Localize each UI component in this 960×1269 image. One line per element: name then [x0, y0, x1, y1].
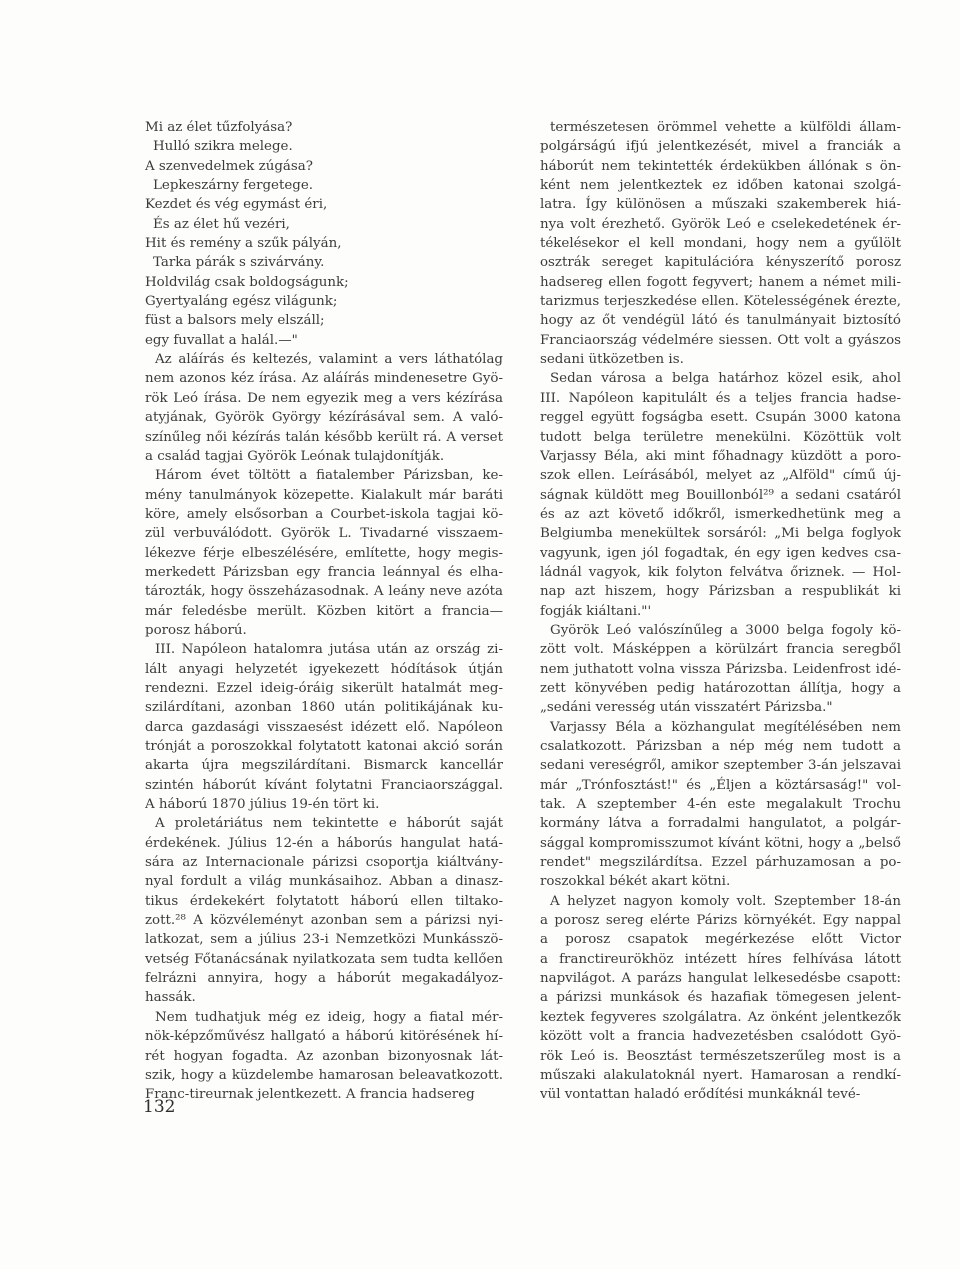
text-line: nem juthatott volna vissza Párizsba. Leidenfrost idé-	[540, 661, 901, 677]
text-line: hogy az őt vendégül látó és tanulmányait biztosító	[540, 313, 901, 329]
text-line: Az aláírás és keltezés, valamint a vers láthatólag	[155, 352, 503, 368]
text-line: vül vontattan haladó erődítési munkáknál tevé-	[540, 1087, 861, 1103]
text-line: szik, hogy a küzdelembe hamarosan beleavatkozott.	[145, 1067, 503, 1083]
text-line: nök-képzőművész hallgató a háború kitörésének hí-	[145, 1029, 503, 1045]
text-line: Franciaország védelmére siessen. Ott volt a gyászos	[540, 332, 901, 348]
text-line: merkedett Párizsban egy francia leánnyal és elha-	[145, 564, 503, 580]
text-line: vetség Főtanácsának nyilatkozata sem tudta kellően	[145, 951, 503, 967]
poem-line: Tarka párák s szivárvány.	[153, 255, 325, 271]
text-line: trónját a poroszokkal folytatott katonai akció során	[145, 739, 503, 754]
text-line: Belgiumba menekültek sorsáról: „Mi belga foglyok	[540, 526, 901, 542]
text-line: III. Napóleon hatalomra jutása után az ország zi-	[155, 642, 503, 658]
text-line: tikus érdekekért folytatott háború ellen tiltako-	[145, 893, 503, 909]
text-line: a család tagjai Györök Leónak tulajdonítják.	[145, 448, 445, 464]
text-line: „sedáni veresség után visszatért Párizsba."	[540, 700, 833, 716]
text-line: nap azt hiszem, hogy Párizsban a respublikát ki	[540, 584, 901, 600]
text-line: lált anyagi helyzetét igyekezett hódítások útján	[145, 661, 503, 677]
text-line: mény tanulmányok közepette. Kialakult már baráti	[145, 487, 503, 503]
text-line: sára az Internacionale párizsi csoportja kiáltvány-	[145, 855, 503, 871]
text-line: Varjassy Béla a közhangulat megítélésében nem	[550, 719, 901, 735]
text-line: háborút nem tekintették érdekükben állónak s ön-	[540, 158, 901, 174]
text-line: már „Trónfosztást!" és „Éljen a köztársaság!" vol-	[540, 777, 901, 793]
text-line: akarta újra megszilárdítani. Bismarck kancellár	[145, 758, 503, 774]
text-line: napvilágot. A parázs hangulat lelkesedésbe csapott:	[540, 971, 901, 987]
text-line: atyjának, Györök György kézírásával sem. A való-	[145, 410, 503, 426]
poem-line: A szenvedelmek zúgása?	[145, 158, 313, 174]
text-line: zött volt. Másképpen a körülzárt francia seregből	[540, 642, 901, 658]
text-line: már feledésbe merült. Közben kitört a francia—	[145, 603, 503, 619]
text-line: zott.²⁸ A közvéleményt azonban sem a párizsi nyi-	[145, 913, 503, 929]
poem-line: Kezdet és vég egymást éri,	[145, 197, 328, 213]
text-line: polgárságú ifjú jelentkezését, mivel a franciák a	[540, 139, 901, 155]
text-line: roszokkal békét akart kötni.	[540, 874, 731, 890]
text-line: rök Leó is. Beosztást természetszerűleg most is a	[540, 1048, 901, 1064]
text-line: zül verbuválódott. Györök L. Tivadarné visszaem-	[145, 526, 503, 542]
poem-line: Gyertyaláng egész világunk;	[145, 294, 338, 310]
text-line: reggel együtt fogságba esett. Csupán 3000 katona	[540, 410, 901, 426]
text-line: köre, amely elsősorban a Courbet-iskola tagjai kö-	[145, 506, 503, 522]
text-line: sedani vereségről, amikor szeptember 3-án jelszavai	[540, 758, 901, 774]
text-line: rét hogyan fogadta. Az azonban bizonyosnak lát-	[145, 1048, 503, 1064]
text-line: rendezni. Ezzel ideig-óráig sikerült hatalmát meg-	[145, 680, 503, 696]
poem-line: Hulló szikra melege.	[153, 139, 293, 155]
text-line: Sedan városa a belga határhoz közel esik, ahol	[550, 371, 901, 387]
poem-line: Holdvilág csak boldogságunk;	[145, 274, 349, 290]
text-line: keztek fegyveres szolgálatra. Az önként jelentkezők	[540, 1009, 901, 1025]
text-line: fogják kiáltani."'	[540, 603, 652, 619]
paragraph	[540, 718, 901, 892]
text-line: ként nem jelentkeztek ez időben katonai szolgá-	[540, 178, 901, 194]
text-line: a párizsi munkások és hazafiak tömegesen jelent-	[540, 990, 901, 1006]
text-line: hassák.	[145, 990, 196, 1006]
paragraph	[145, 1008, 503, 1105]
text-line: szintén háborút kívánt folytatni Franciaországgal.	[145, 777, 503, 793]
text-line: ságnak küldött meg Bouillonból²⁹ a sedani csatáról	[540, 487, 901, 503]
left-body-text	[145, 350, 503, 1104]
text-line: a porosz sereg elérte Párizs környékét. Egy nappal	[540, 913, 901, 929]
text-line: rendet" megszilárdítsa. Ezzel párhuzamosan a po-	[540, 855, 901, 871]
poem-line: egy fuvallat a halál.—"	[145, 332, 298, 348]
text-line: nem azonos kéz írása. Az aláírás mindenesetre Gyö-	[145, 371, 503, 387]
text-line: ládnál vagyok, kik folyton felvátva őriznek. — Hol-	[540, 564, 901, 580]
text-line: tározták, hogy összeházasodnak. A leány neve azóta	[145, 584, 503, 600]
paragraph	[145, 466, 503, 640]
right-body-text	[540, 118, 901, 1105]
text-line: tarizmus terjeszkedése ellen. Kötelességének érezte,	[540, 294, 901, 310]
text-line: műszaki alakulatoknál nyert. Hamarosan a rendkí-	[540, 1067, 901, 1083]
poem-line: Hit és remény a szűk pályán,	[145, 236, 342, 252]
text-line: Györök Leó valószínűleg a 3000 belga fogoly kö-	[550, 622, 901, 638]
text-line: között volt a francia hadvezetésben csalódott Gyö-	[540, 1029, 901, 1045]
text-line: hadsereg ellen fogott fegyvert; hanem a német mili-	[540, 274, 901, 290]
text-line: nyal fordult a világ munkásaihoz. Abban a dinasz-	[145, 874, 503, 890]
text-line: szok ellen. Leírásából, melyet az „Alföld" című új-	[540, 468, 901, 484]
text-line: szilárdítani, azonban 1860 után politikájának ku-	[145, 700, 503, 716]
paragraph	[540, 892, 901, 1105]
text-line: a porosz csapatok megérkezése előtt Victor	[540, 932, 901, 948]
left-column	[145, 118, 503, 1105]
paragraph	[540, 118, 901, 369]
text-line: tudott belga területre menekülni. Közöttük volt	[540, 429, 901, 445]
text-line: zett könyvében pedig határozottan állítja, hogy a	[540, 680, 901, 696]
text-line: osztrák sereget kapitulációra kényszerítő porosz	[540, 255, 901, 271]
text-line: természetesen örömmel vehette a külföldi állam-	[550, 120, 901, 135]
text-line: vagyunk, igen jól fogadtak, én egy igen kedves csa-	[540, 545, 901, 561]
text-line: érdekének. Július 12-én a háborús hangulat hatá-	[145, 835, 503, 851]
text-line: színűleg női kézírás talán később került rá. A verset	[145, 429, 503, 445]
paragraph	[540, 369, 901, 620]
text-line: Három évet töltött a fiatalember Párizsban, ke-	[155, 468, 503, 484]
text-line: rök Leó írása. De nem egyezik meg a vers kézírása	[145, 390, 503, 406]
text-line: A háború 1870 július 19-én tört ki.	[145, 797, 380, 813]
text-line: kormány látva a forradalmi hangulatot, a polgár-	[540, 816, 901, 832]
text-line: latra. Így különösen a műszaki szakemberek hiá-	[540, 197, 901, 213]
poem	[145, 118, 503, 350]
text-line: sedani ütközetben is.	[540, 352, 684, 368]
text-line: lékezve férje elbeszélésére, említette, hogy megis-	[145, 545, 503, 561]
text-line: Franc-tireurnak jelentkezett. A francia hadsereg	[145, 1087, 475, 1103]
text-line: a franctireurökhöz intézett híres felhívása látott	[540, 951, 901, 967]
text-line: és az azt követő időkről, ismerkedhetünk meg a	[540, 506, 901, 522]
page-number: 132	[143, 1097, 176, 1117]
text-line: latkozat, sem a július 23-i Nemzetközi Munkásszö-	[145, 932, 503, 948]
text-line: felrázni annyira, hogy a háborút megakadályoz-	[145, 971, 503, 987]
paragraph	[145, 350, 503, 466]
text-line: nya volt érezhető. Györök Leó e cselekedetének ér-	[540, 216, 901, 232]
text-line: porosz háború.	[145, 622, 247, 638]
text-line: Varjassy Béla, aki mint főhadnagy küzdött a poro-	[540, 448, 901, 464]
poem-line: Mi az élet tűzfolyása?	[145, 120, 293, 135]
paragraph	[145, 814, 503, 1007]
text-line: A helyzet nagyon komoly volt. Szeptember 18-án	[550, 893, 901, 909]
text-line: csalatkozott. Párizsban a nép még nem tudott a	[540, 739, 901, 754]
paragraph	[145, 640, 503, 814]
paragraph	[540, 621, 901, 718]
text-line: Nem tudhatjuk még ez ideig, hogy a fiatal mér-	[155, 1009, 503, 1025]
poem-line: És az élet hű vezéri,	[153, 216, 290, 232]
text-line: A proletáriátus nem tekintette e háborút saját	[155, 816, 503, 832]
poem-line: füst a balsors mely elszáll;	[145, 313, 325, 329]
poem-line: Lepkeszárny fergetege.	[153, 178, 314, 194]
text-line: darca gazdasági visszaesést idézett elő. Napóleon	[145, 719, 503, 735]
text-line: tékelésekor el kell mondani, hogy nem a gyűlölt	[540, 236, 901, 252]
text-line: tak. A szeptember 4-én este megalakult Trochu	[540, 797, 901, 813]
text-line: sággal kompromisszumot kívánt kötni, hogy a „belső	[540, 835, 901, 851]
right-column	[540, 118, 901, 1105]
text-line: III. Napóleon kapitulált és a teljes francia hadse-	[540, 390, 901, 406]
